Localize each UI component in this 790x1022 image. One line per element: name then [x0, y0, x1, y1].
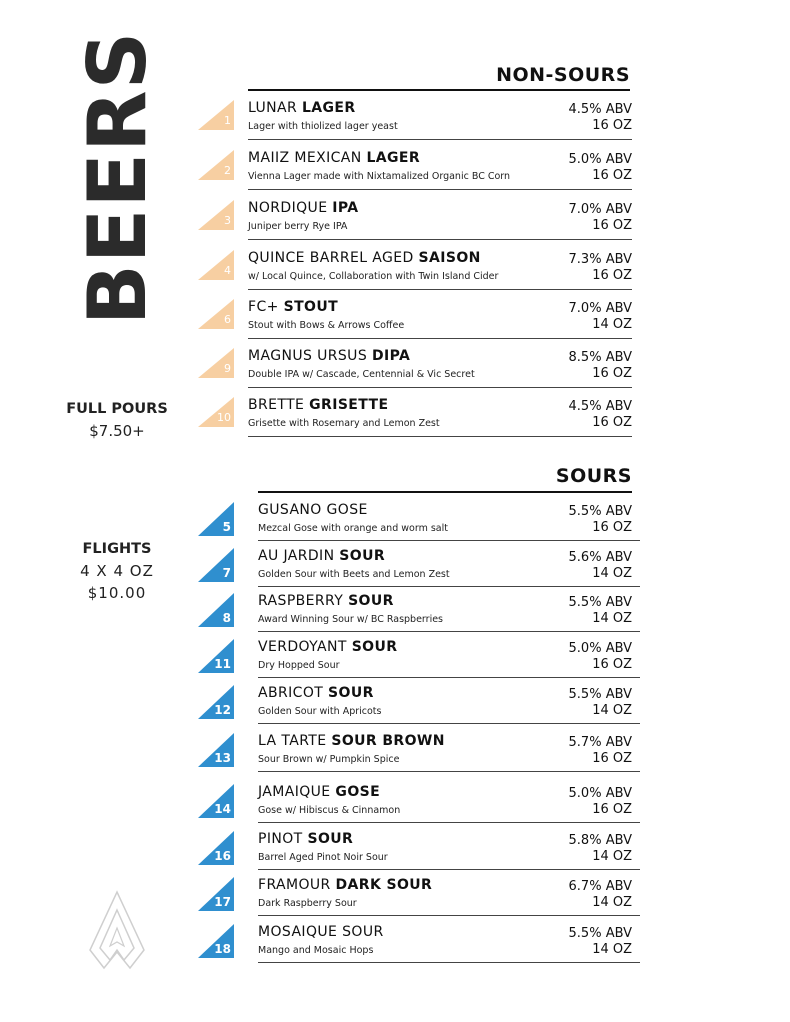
row-divider: [248, 338, 632, 339]
beer-abv: 5.8% ABV: [568, 833, 632, 848]
beer-description: Golden Sour with Apricots: [258, 706, 382, 717]
beer-abv: 4.5% ABV: [568, 399, 632, 414]
beer-description: Sour Brown w/ Pumpkin Spice: [258, 754, 400, 765]
beer-name-style: IPA: [332, 200, 359, 216]
beer-size: 14 OZ: [592, 566, 632, 581]
beer-abv: 5.0% ABV: [568, 641, 632, 656]
flights-price: $10.00: [87, 584, 147, 602]
row-divider: [248, 289, 632, 290]
beer-name-regular: MOSAIQUE SOUR: [258, 924, 384, 940]
beer-name-style: GRISETTE: [309, 397, 389, 413]
beer-name: [258, 924, 384, 940]
beer-abv: 5.5% ABV: [568, 595, 632, 610]
beer-row: [0, 297, 790, 347]
item-number: 1: [224, 114, 231, 127]
row-divider: [248, 239, 632, 240]
beer-abv: 5.5% ABV: [568, 926, 632, 941]
item-number: 7: [222, 566, 231, 580]
beer-name: [248, 200, 359, 216]
beer-name: [258, 639, 397, 655]
beer-description: Juniper berry Rye IPA: [248, 221, 348, 232]
item-number: 6: [224, 313, 231, 326]
beer-size: 16 OZ: [592, 802, 632, 817]
beer-description: Gose w/ Hibiscus & Cinnamon: [258, 805, 401, 816]
item-number: 4: [224, 264, 231, 277]
beer-name-regular: JAMAIQUE: [258, 784, 336, 800]
row-divider: [258, 540, 640, 541]
beer-name-regular: VERDOYANT: [258, 639, 352, 655]
beer-name: [248, 299, 338, 315]
beer-row: [0, 148, 790, 198]
row-divider: [258, 915, 640, 916]
beer-description: Lager with thiolized lager yeast: [248, 121, 398, 132]
brewery-logo-icon: [86, 890, 148, 970]
full-pours-heading: FULL POURS: [66, 401, 168, 417]
beer-name: [248, 250, 481, 266]
beer-abv: 5.6% ABV: [568, 550, 632, 565]
beer-name-style: DIPA: [371, 348, 411, 364]
beer-size: 14 OZ: [592, 703, 632, 718]
beer-abv: 7.0% ABV: [568, 202, 632, 217]
beer-description: Award Winning Sour w/ BC Raspberries: [258, 614, 443, 625]
row-divider: [258, 822, 640, 823]
non-sours-header-rule: [248, 89, 630, 91]
beer-size: 14 OZ: [592, 895, 632, 910]
sours-header-rule: [258, 491, 632, 493]
item-number: 11: [214, 657, 231, 671]
item-number: 5: [222, 520, 231, 534]
row-divider: [248, 189, 632, 190]
beer-name: [248, 100, 356, 116]
beer-name: [258, 593, 394, 609]
beer-size: 16 OZ: [592, 168, 632, 183]
beer-description: Mezcal Gose with orange and worm salt: [258, 523, 448, 534]
non-sours-header: NON-SOURS: [496, 64, 630, 86]
beer-row: [0, 500, 790, 550]
beer-size: 16 OZ: [592, 657, 632, 672]
beer-size: 16 OZ: [592, 751, 632, 766]
beer-row: [0, 395, 790, 445]
beer-size: 14 OZ: [592, 317, 632, 332]
beer-size: 14 OZ: [592, 849, 632, 864]
beer-size: 14 OZ: [592, 611, 632, 626]
beer-size: 16 OZ: [592, 268, 632, 283]
beer-name-style: SOUR: [328, 685, 374, 701]
beer-name-style: SOUR BROWN: [331, 733, 445, 749]
beer-size: 16 OZ: [592, 366, 632, 381]
beer-name: [258, 685, 374, 701]
beer-row: [0, 346, 790, 396]
beer-size: 16 OZ: [592, 520, 632, 535]
item-number: 10: [217, 411, 231, 424]
beer-name-regular: PINOT: [258, 831, 308, 847]
full-pours-price: $7.50+: [89, 422, 145, 440]
item-number: 3: [224, 214, 231, 227]
flights-heading: FLIGHTS: [82, 541, 152, 557]
beer-description: Grisette with Rosemary and Lemon Zest: [248, 418, 440, 429]
beer-name-style: SOUR: [351, 639, 398, 655]
beer-size: 16 OZ: [592, 415, 632, 430]
beer-name: [258, 502, 368, 518]
beer-name-regular: LUNAR: [248, 100, 302, 116]
beer-name-style: GOSE: [335, 784, 381, 800]
beer-name: [258, 733, 445, 749]
item-number: 12: [214, 703, 231, 717]
item-number: 2: [224, 164, 231, 177]
beer-name-style: LAGER: [366, 150, 421, 166]
beer-abv: 4.5% ABV: [568, 102, 632, 117]
beer-description: Dry Hopped Sour: [258, 660, 340, 671]
beer-abv: 5.0% ABV: [568, 152, 632, 167]
item-number: 16: [214, 849, 231, 863]
beer-description: w/ Local Quince, Collaboration with Twin Island Cider: [248, 271, 499, 282]
beer-row: [0, 782, 790, 832]
beer-description: Mango and Mosaic Hops: [258, 945, 374, 956]
beer-abv: 5.5% ABV: [568, 687, 632, 702]
row-divider: [258, 869, 640, 870]
beer-name-style: SOUR: [339, 548, 386, 564]
row-divider: [258, 631, 640, 632]
row-divider: [248, 139, 632, 140]
item-number: 13: [214, 751, 231, 765]
row-divider: [248, 436, 632, 437]
beer-size: 16 OZ: [592, 218, 632, 233]
beer-name-regular: BRETTE: [248, 397, 310, 413]
sours-header: SOURS: [555, 465, 632, 487]
beer-name-regular: QUINCE BARREL AGED: [248, 250, 419, 266]
beer-abv: 5.5% ABV: [568, 504, 632, 519]
beer-name-regular: LA TARTE: [258, 733, 332, 749]
beer-description: Vienna Lager made with Nixtamalized Organic BC Corn: [248, 171, 511, 182]
beer-name: [248, 397, 388, 413]
beer-name-regular: FC+: [248, 299, 284, 315]
beer-name-regular: ABRICOT: [258, 685, 329, 701]
beer-name: [258, 877, 432, 893]
beer-description: Double IPA w/ Cascade, Centennial & Vic Secret: [248, 369, 475, 380]
row-divider: [258, 962, 640, 963]
beer-row: [0, 637, 790, 687]
beer-name: [248, 348, 410, 364]
beer-name-regular: FRAMOUR: [258, 877, 336, 893]
beer-name: [258, 831, 353, 847]
beer-abv: 5.0% ABV: [568, 786, 632, 801]
beer-row: [0, 829, 790, 879]
item-number: 14: [214, 802, 231, 816]
beer-name-style: SOUR: [348, 593, 394, 609]
row-divider: [258, 723, 640, 724]
beer-name: [258, 784, 380, 800]
beer-abv: 7.3% ABV: [568, 252, 632, 267]
beer-size: 14 OZ: [592, 942, 632, 957]
beer-abv: 8.5% ABV: [568, 350, 632, 365]
beer-name-style: SOUR: [307, 831, 354, 847]
item-number: 9: [224, 362, 231, 375]
row-divider: [258, 677, 640, 678]
beer-abv: 7.0% ABV: [568, 301, 632, 316]
item-number: 17: [214, 895, 231, 909]
beer-abv: 5.7% ABV: [568, 735, 632, 750]
beer-name-regular: AU JARDIN: [258, 548, 340, 564]
beer-name-regular: RASPBERRY: [258, 593, 349, 609]
beer-name-regular: MAGNUS URSUS: [248, 348, 372, 364]
row-divider: [258, 771, 640, 772]
beer-name-style: SAISON: [418, 250, 481, 266]
beer-row: [0, 98, 790, 148]
beer-name-style: STOUT: [283, 299, 339, 315]
beer-description: Stout with Bows & Arrows Coffee: [248, 320, 405, 331]
beer-name: [258, 548, 385, 564]
beer-abv: 6.7% ABV: [568, 879, 632, 894]
beer-row: [0, 546, 790, 596]
beer-name-style: DARK SOUR: [335, 877, 433, 893]
row-divider: [258, 586, 640, 587]
beer-description: Golden Sour with Beets and Lemon Zest: [258, 569, 450, 580]
beer-name-regular: NORDIQUE: [248, 200, 333, 216]
beer-description: Barrel Aged Pinot Noir Sour: [258, 852, 388, 863]
item-number: 8: [222, 611, 231, 625]
beer-size: 16 OZ: [592, 118, 632, 133]
beer-row: [0, 591, 790, 641]
beer-row: [0, 248, 790, 298]
flights-size: 4 X 4 OZ: [80, 562, 154, 580]
beer-name: [248, 150, 420, 166]
beer-name-regular: GUSANO GOSE: [258, 502, 368, 518]
beer-name-style: LAGER: [301, 100, 356, 116]
row-divider: [248, 387, 632, 388]
beer-row: [0, 198, 790, 248]
item-number: 18: [214, 942, 231, 956]
beer-name-regular: MAIIZ MEXICAN: [248, 150, 367, 166]
beer-row: [0, 731, 790, 781]
beer-description: Dark Raspberry Sour: [258, 898, 357, 909]
menu-title-text: BEERS: [71, 30, 164, 326]
beer-row: [0, 683, 790, 733]
